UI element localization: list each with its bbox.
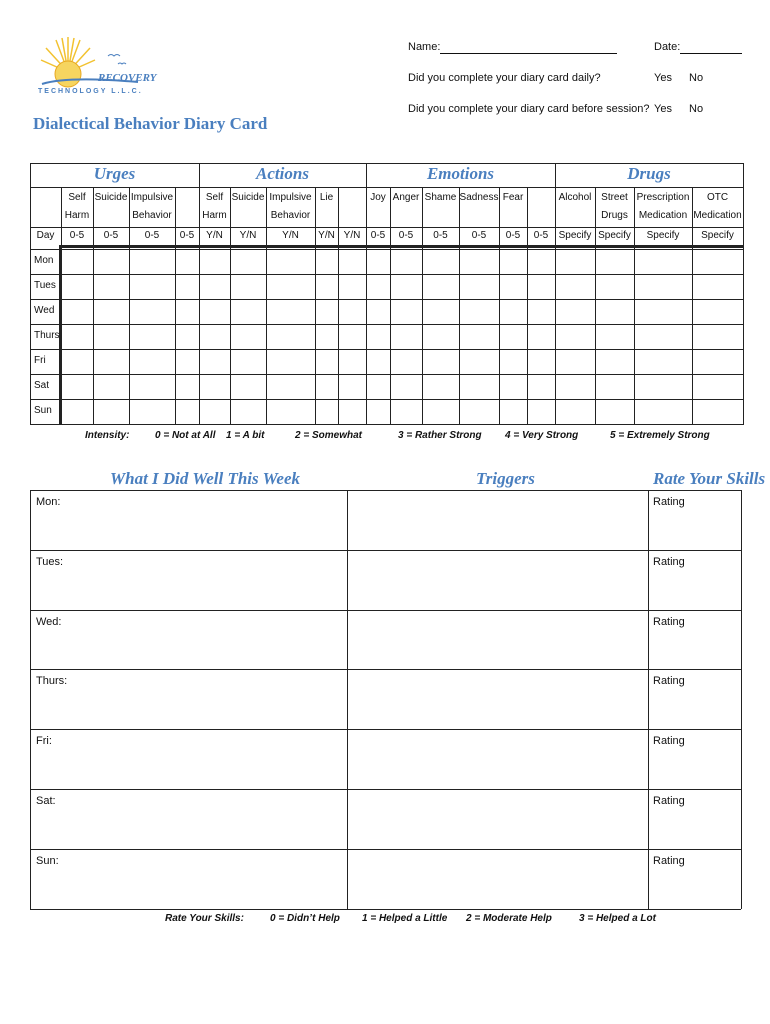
day-label-wed: Wed <box>34 305 55 316</box>
rating-label: Rating <box>653 496 685 508</box>
q1-no-option[interactable]: No <box>689 72 704 84</box>
rating-field[interactable] <box>650 751 739 786</box>
column-scale: 0-5 <box>505 230 521 241</box>
header-did-well: What I Did Well This Week <box>110 469 301 488</box>
column-label-line2: Medication <box>638 210 688 221</box>
column-label: Self <box>68 192 86 203</box>
logo-text-line1: RECOVERY <box>98 72 157 84</box>
column-scale: 0-5 <box>471 230 487 241</box>
intensity-label: Intensity: <box>85 430 130 441</box>
intensity-0: 0 = Not at All <box>155 430 216 441</box>
column-label: Suicide <box>231 192 265 203</box>
date-label: Date: <box>654 41 681 53</box>
group-header-actions: Actions <box>256 164 309 183</box>
skills-legend-label: Rate Your Skills: <box>165 913 244 924</box>
column-scale: Y/N <box>239 230 257 241</box>
column-label: Suicide <box>94 192 128 203</box>
header-triggers: Triggers <box>476 469 535 488</box>
triggers-field[interactable] <box>349 691 646 726</box>
rating-field[interactable] <box>650 632 739 667</box>
did-well-field[interactable] <box>32 512 345 547</box>
did-well-day-label: Tues: <box>36 556 64 568</box>
day-label-sun: Sun <box>34 405 52 416</box>
question-daily: Did you complete your diary card daily? <box>408 72 601 84</box>
column-label-line2: Medication <box>693 210 742 221</box>
column-label: Sadness <box>459 192 499 203</box>
triggers-field[interactable] <box>349 751 646 786</box>
rating-field[interactable] <box>650 811 739 846</box>
q2-no-option[interactable]: No <box>689 103 704 115</box>
column-label: OTC <box>706 192 729 203</box>
intensity-3: 3 = Rather Strong <box>398 430 482 441</box>
rating-field[interactable] <box>650 871 739 906</box>
triggers-field[interactable] <box>349 632 646 667</box>
did-well-field[interactable] <box>32 691 345 726</box>
day-column-label: Day <box>36 230 55 241</box>
intensity-4: 4 = Very Strong <box>505 430 579 441</box>
column-scale: 0-5 <box>433 230 448 241</box>
name-label: Name: <box>408 41 441 53</box>
group-header-emotions: Emotions <box>426 164 495 183</box>
rating-label: Rating <box>653 855 685 867</box>
column-label: Alcohol <box>558 192 592 203</box>
rating-label: Rating <box>653 735 685 747</box>
column-scale: Y/N <box>318 230 335 241</box>
column-label-line2: Behavior <box>132 210 172 221</box>
rating-field[interactable] <box>650 512 739 547</box>
rating-field[interactable] <box>650 691 739 726</box>
triggers-field[interactable] <box>349 871 646 906</box>
column-label-line2: Drugs <box>601 210 628 221</box>
column-scale: Specify <box>646 230 680 241</box>
logo-text-line2: TECHNOLOGY L.L.C. <box>38 88 143 95</box>
day-label-fri: Fri <box>34 355 46 366</box>
column-label: Impulsive <box>130 192 174 203</box>
column-label: Prescription <box>636 192 690 203</box>
column-label: Self <box>205 192 224 203</box>
rating-label: Rating <box>653 675 685 687</box>
column-label: Street <box>601 192 628 203</box>
column-scale: 0-5 <box>398 230 414 241</box>
skills-legend-1: 1 = Helped a Little <box>362 913 448 924</box>
column-scale: Y/N <box>343 230 361 241</box>
column-label-line2: Harm <box>64 210 90 221</box>
rating-field[interactable] <box>650 572 739 607</box>
did-well-day-label: Sun: <box>36 855 59 867</box>
did-well-day-label: Wed: <box>36 616 62 628</box>
did-well-day-label: Thurs: <box>36 675 68 687</box>
column-scale: 0-5 <box>69 230 85 241</box>
did-well-field[interactable] <box>32 572 345 607</box>
column-scale: 0-5 <box>103 230 119 241</box>
column-label: Joy <box>370 192 386 203</box>
rating-label: Rating <box>653 556 685 568</box>
did-well-day-label: Mon: <box>36 496 61 508</box>
did-well-day-label: Fri: <box>36 735 52 747</box>
column-label: Fear <box>502 192 524 203</box>
column-scale: Specify <box>598 230 631 241</box>
triggers-field[interactable] <box>349 811 646 846</box>
day-label-mon: Mon <box>34 255 54 266</box>
triggers-field[interactable] <box>349 512 646 547</box>
skills-legend-2: 2 = Moderate Help <box>466 913 552 924</box>
column-label: Anger <box>392 192 420 203</box>
group-header-drugs: Drugs <box>627 164 671 183</box>
did-well-field[interactable] <box>32 751 345 786</box>
column-scale: 0-5 <box>533 230 549 241</box>
rating-label: Rating <box>653 616 685 628</box>
group-header-urges: Urges <box>93 164 136 183</box>
column-scale: Y/N <box>282 230 299 241</box>
did-well-field[interactable] <box>32 811 345 846</box>
column-scale: 0-5 <box>144 230 160 241</box>
page-title: Dialectical Behavior Diary Card <box>33 114 268 133</box>
day-label-sat: Sat <box>34 380 50 391</box>
column-scale: 0-5 <box>370 230 386 241</box>
rating-label: Rating <box>653 795 685 807</box>
q1-yes-option[interactable]: Yes <box>654 72 672 84</box>
column-label: Impulsive <box>269 192 312 203</box>
column-label: Lie <box>319 192 334 203</box>
intensity-2: 2 = Somewhat <box>295 430 362 441</box>
skills-legend-3: 3 = Helped a Lot <box>579 913 656 924</box>
column-scale: 0-5 <box>179 230 195 241</box>
question-before-session: Did you complete your diary card before session? <box>408 103 650 115</box>
header-rate-skills: Rate Your Skills <box>653 469 766 488</box>
skills-legend-0: 0 = Didn’t Help <box>270 913 340 924</box>
day-label-tues: Tues <box>34 280 56 291</box>
column-label-line2: Behavior <box>270 210 311 221</box>
did-well-field[interactable] <box>32 871 345 906</box>
intensity-1: 1 = A bit <box>226 430 265 441</box>
column-label-line2: Harm <box>202 210 227 221</box>
q2-yes-option[interactable]: Yes <box>654 103 672 115</box>
column-scale: Specify <box>558 230 592 241</box>
column-scale: Specify <box>701 230 734 241</box>
intensity-5: 5 = Extremely Strong <box>610 430 710 441</box>
did-well-day-label: Sat: <box>36 795 56 807</box>
did-well-field[interactable] <box>32 632 345 667</box>
column-scale: Y/N <box>206 230 223 241</box>
triggers-field[interactable] <box>349 572 646 607</box>
day-label-thurs: Thurs <box>34 330 60 341</box>
column-label: Shame <box>424 192 457 203</box>
